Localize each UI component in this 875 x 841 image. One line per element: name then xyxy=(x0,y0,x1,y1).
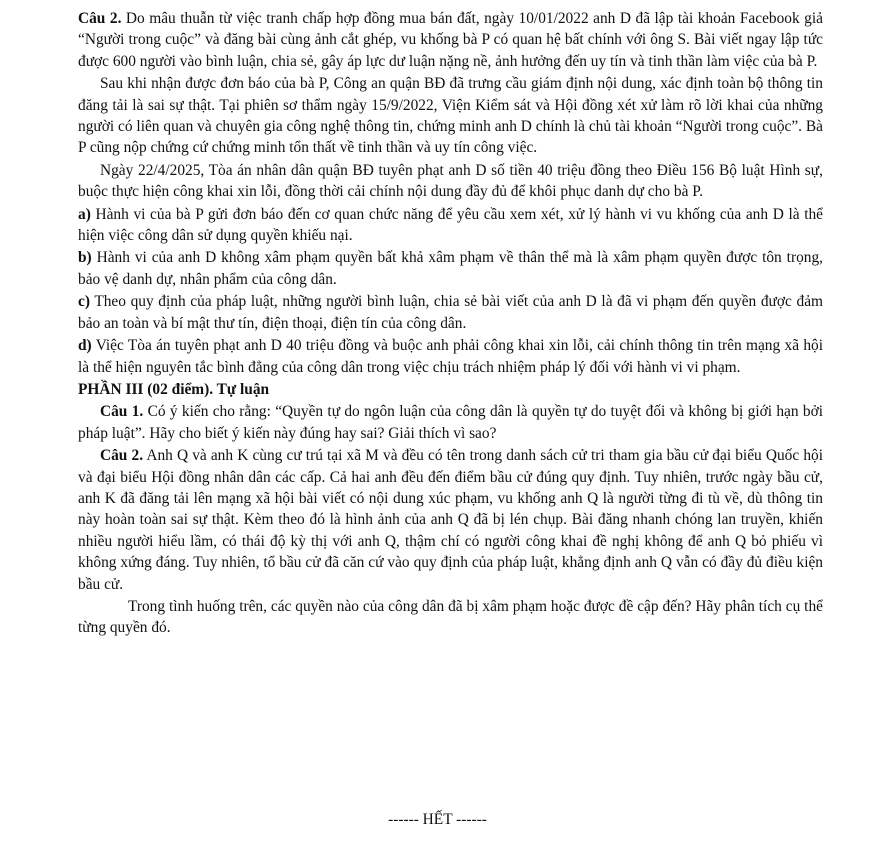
essay-question-2-label: Câu 2. xyxy=(100,447,144,465)
question-text: Do mâu thuẫn từ việc tranh chấp hợp đồng mua bán đất, ngày 10/01/2022 anh D đã lập tài khoản Facebook giả “Người trong cuộc” và đăng bài cùng ảnh cắt ghép, vu khống bà P có quan hệ bất chính với ông S. Bài viết ngay lập tức được 600 người vào bình luận, chia sẻ, gây áp lực dư luận nặng nề, ảnh hưởng đến uy tín và tinh thần làm việc của bà P. xyxy=(78,10,823,70)
section-heading: PHẦN III (02 điểm). Tự luận xyxy=(78,380,270,398)
option-b-text: Hành vi của anh D không xâm phạm quyền bất khả xâm phạm về thân thể mà là xâm phạm quyền được tôn trọng, bảo vệ danh dự, nhân phẩm của công dân. xyxy=(78,249,823,288)
case-paragraph-investigation: Sau khi nhận được đơn báo của bà P, Công an quận BĐ đã trưng cầu giám định nội dung, xác định toàn bộ thông tin đăng tải là sai sự thật. Tại phiên sơ thẩm ngày 15/9/2022, Viện Kiểm sát và Hội đồng xét xử làm rõ lời khai của những người có liên quan và chuyên gia công nghệ thông tin, chứng minh anh D chính là chủ tài khoản “Người trong cuộc”. Bà P cũng nộp chứng cứ chứng minh tổn thất về tinh thần và uy tín công việc. xyxy=(78,75,823,157)
essay-question-2-followup: Trong tình huống trên, các quyền nào của công dân đã bị xâm phạm hoặc được đề cập đến? Hãy phân tích cụ thể từng quyền đó. xyxy=(78,597,823,637)
option-a-text: Hành vi của bà P gửi đơn báo đến cơ quan chức năng để yêu cầu xem xét, xử lý hành vi vu khống của anh D là thể hiện việc công dân sử dụng quyền khiếu nại. xyxy=(78,205,823,245)
option-b xyxy=(78,247,823,290)
option-a xyxy=(78,204,823,247)
option-d-text: Việc Tòa án tuyên phạt anh D 40 triệu đồng và buộc anh phải công khai xin lỗi, cải chính thông tin trên mạng xã hội là thể hiện nguyên tắc bình đẳng của công dân trong việc chịu trách nhiệm pháp lý đối với hành vi vi phạm. xyxy=(78,337,823,376)
essay-question-1-text: Có ý kiến cho rằng: “Quyền tự do ngôn luận của công dân là quyền tự do tuyệt đối và không bị giới hạn bởi pháp luật”. Hãy cho biết ý kiến này đúng hay sai? Giải thích vì sao? xyxy=(78,403,823,442)
question-label: Câu 2. xyxy=(78,10,122,27)
essay-question-1-label: Câu 1. xyxy=(100,403,144,421)
option-a-label: a) xyxy=(78,205,91,223)
option-b-label: b) xyxy=(78,249,92,267)
option-d xyxy=(78,335,823,378)
essay-question-2-text: Anh Q và anh K cùng cư trú tại xã M và đều có tên trong danh sách cử tri tham gia bầu cử đại biểu Quốc hội và đại biểu Hội đồng nhân dân các cấp. Cả hai anh đều đến điểm bầu cử đúng quy định. Tuy nhiên, trước ngày bầu cử, anh K đã đăng tải lên mạng xã hội bài viết có nội dung xúc phạm, vu khống anh Q là người từng đi tù về, dù thông tin này hoàn toàn sai sự thật. Kèm theo đó là hình ảnh của anh Q đã bị lén chụp. Bài đăng nhanh chóng lan truyền, khiến nhiều người hiểu lầm, có thái độ kỳ thị với anh Q, thậm chí có người công khai đề nghị không để anh Q bỏ phiếu vì không xứng đáng. Tuy nhiên, tổ bầu cử đã căn cứ vào quy định của pháp luật, khẳng định anh Q vẫn có đầy đủ điều kiện bầu cử. xyxy=(78,447,823,593)
end-mark: ------ HẾT ------ xyxy=(388,811,487,828)
question-2-paragraph xyxy=(78,8,823,72)
option-c-text: Theo quy định của pháp luật, những người bình luận, chia sẻ bài viết của anh D là đã vi phạm đến quyền được đảm bảo an toàn và bí mật thư tín, điện thoại, điện tín của công dân. xyxy=(78,293,823,332)
essay-question-1 xyxy=(78,401,823,444)
case-paragraph-verdict: Ngày 22/4/2025, Tòa án nhân dân quận BĐ tuyên phạt anh D số tiền 40 triệu đồng theo Điều 156 Bộ luật Hình sự, buộc thực hiện công khai xin lỗi, đồng thời cải chính nội dung đầy đủ để khôi phục danh dự cho bà P. xyxy=(78,161,823,201)
option-d-label: d) xyxy=(78,337,92,355)
option-c-label: c) xyxy=(78,293,90,311)
essay-question-2 xyxy=(78,445,823,595)
option-c xyxy=(78,291,823,334)
